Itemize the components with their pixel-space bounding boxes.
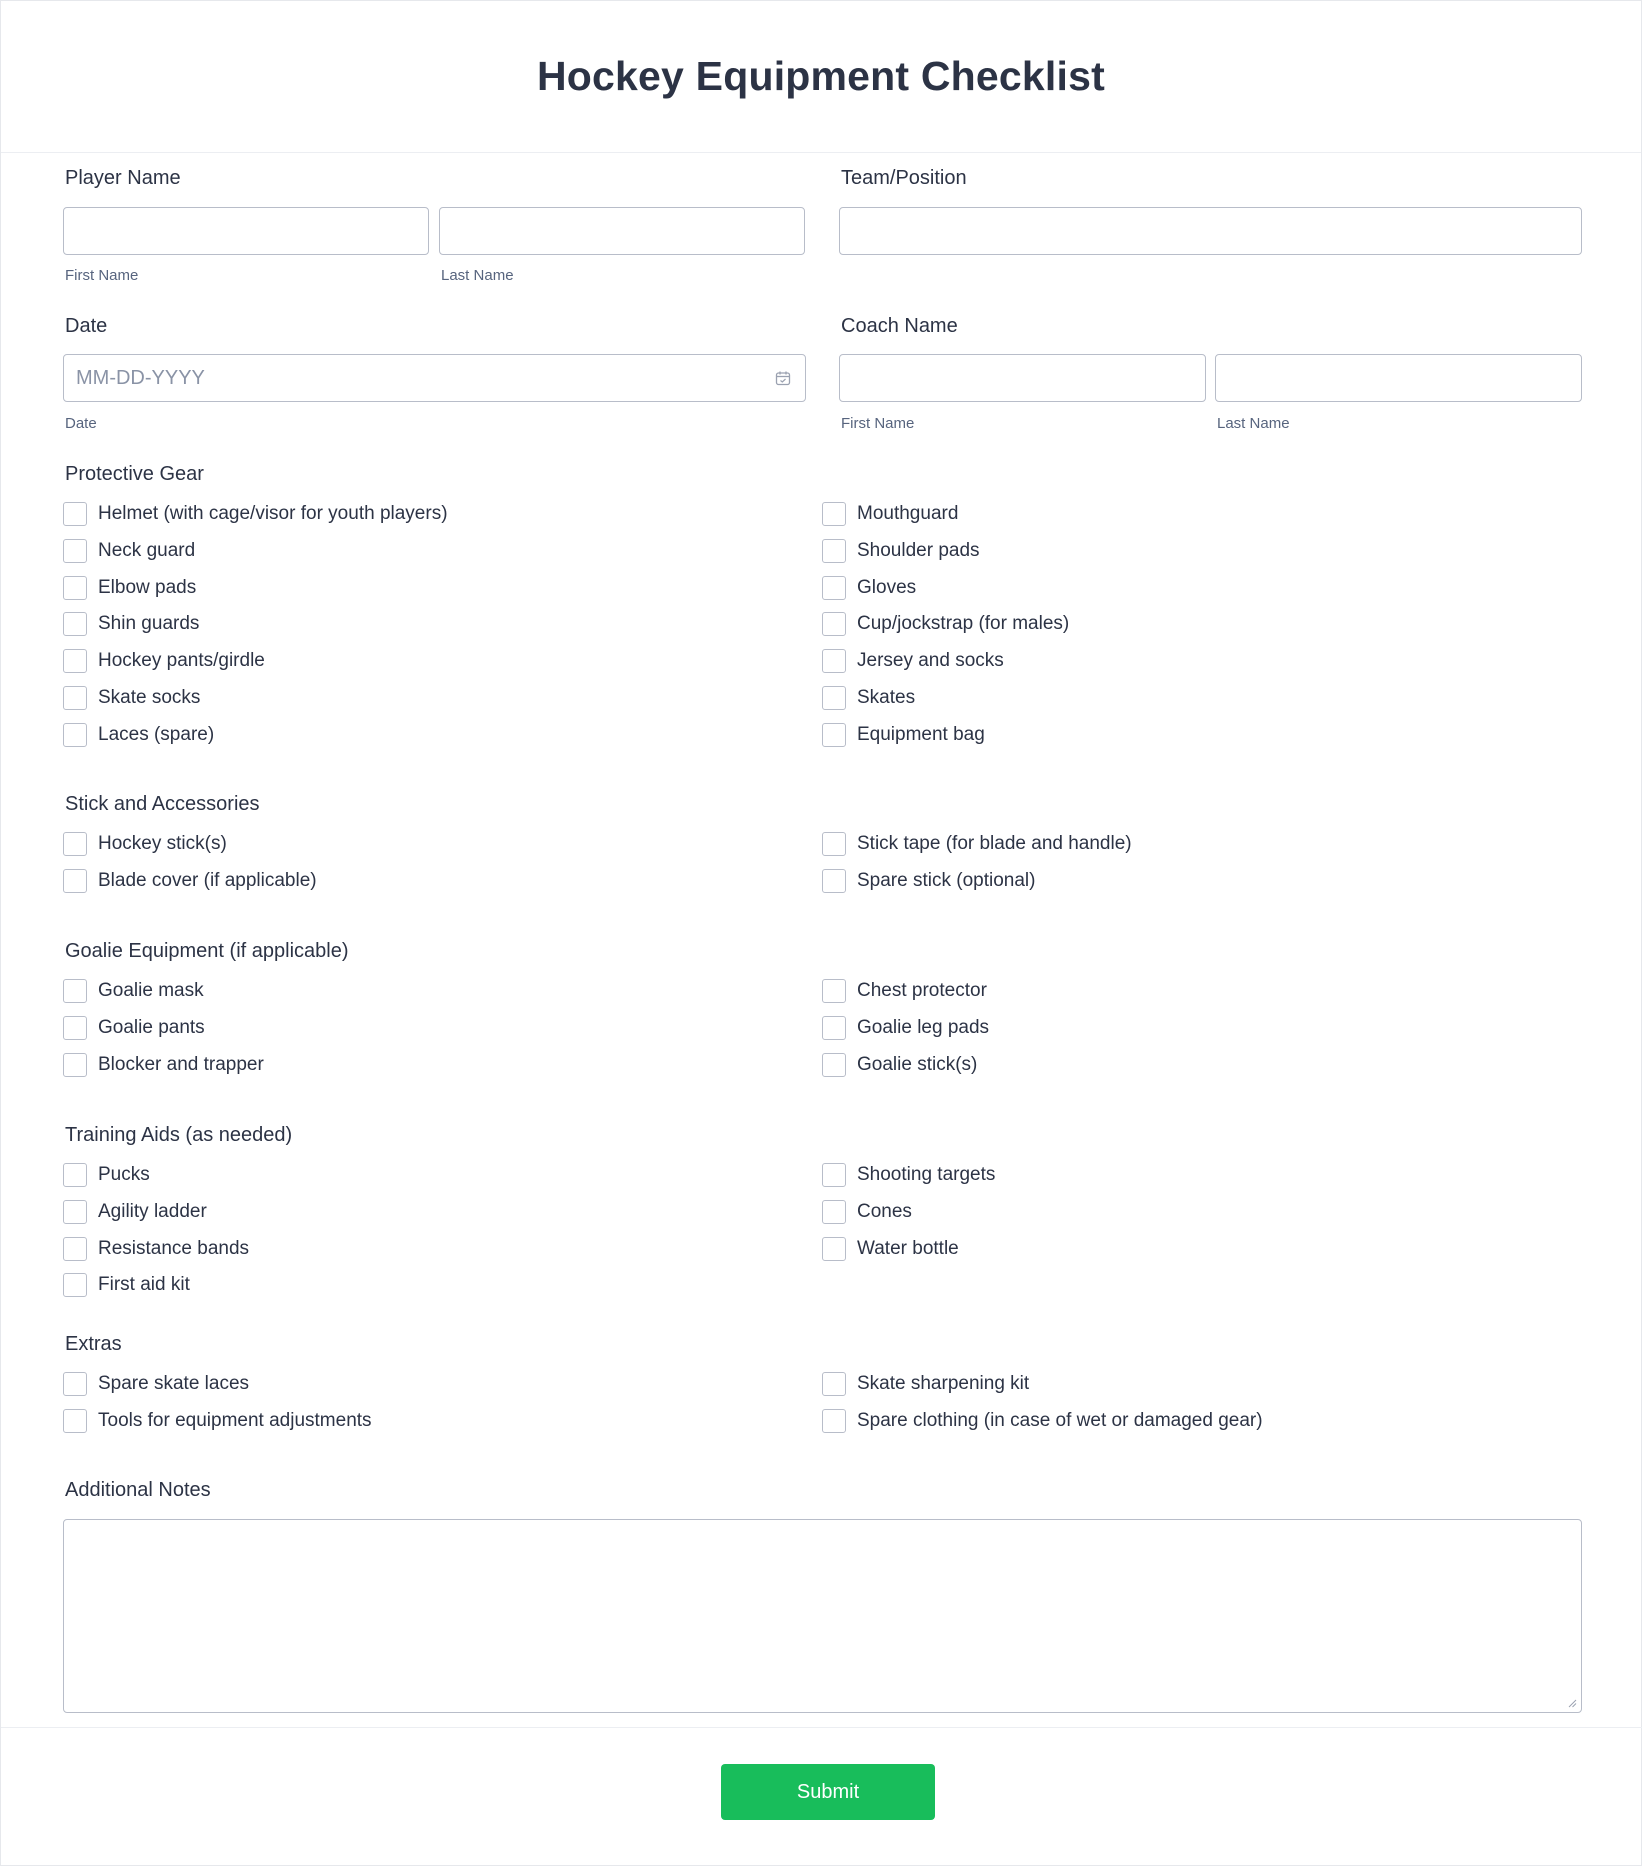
checkbox[interactable] bbox=[822, 502, 846, 526]
checklist-item-label: Laces (spare) bbox=[98, 724, 215, 745]
checklist-item-label: Helmet (with cage/visor for youth players) bbox=[98, 503, 448, 524]
checkbox[interactable] bbox=[822, 576, 846, 600]
submit-button[interactable]: Submit bbox=[721, 1764, 935, 1820]
checklist-item[interactable] bbox=[822, 576, 916, 600]
section-title: Extras bbox=[65, 1333, 122, 1355]
checklist-item-label: Hockey stick(s) bbox=[98, 833, 227, 854]
checkbox[interactable] bbox=[822, 1163, 846, 1187]
checklist-item-label: Shooting targets bbox=[857, 1164, 996, 1185]
checkbox[interactable] bbox=[822, 979, 846, 1003]
checkbox[interactable] bbox=[63, 1053, 87, 1077]
checklist-item[interactable] bbox=[822, 1200, 912, 1224]
checklist-item[interactable] bbox=[63, 686, 200, 710]
checklist-item[interactable] bbox=[822, 1409, 1263, 1433]
checkbox[interactable] bbox=[63, 979, 87, 1003]
checklist-item[interactable] bbox=[822, 869, 1035, 893]
checkbox[interactable] bbox=[822, 1409, 846, 1433]
checklist-item[interactable] bbox=[822, 1016, 989, 1040]
checklist-item-label: Water bottle bbox=[857, 1238, 959, 1259]
checklist-item[interactable] bbox=[822, 612, 1069, 636]
checklist-item-label: Hockey pants/girdle bbox=[98, 650, 265, 671]
checkbox[interactable] bbox=[822, 649, 846, 673]
checkbox[interactable] bbox=[822, 832, 846, 856]
player-first-name-sublabel: First Name bbox=[65, 267, 139, 284]
checkbox[interactable] bbox=[822, 539, 846, 563]
coach-first-name-input[interactable] bbox=[839, 354, 1206, 402]
checkbox[interactable] bbox=[63, 1273, 87, 1297]
checklist-item-label: Goalie pants bbox=[98, 1017, 205, 1038]
player-last-name-sublabel: Last Name bbox=[441, 267, 514, 284]
checkbox[interactable] bbox=[63, 832, 87, 856]
section-title: Stick and Accessories bbox=[65, 793, 260, 815]
checklist-item[interactable] bbox=[63, 832, 227, 856]
checklist-item-label: Blocker and trapper bbox=[98, 1054, 264, 1075]
additional-notes-textarea[interactable] bbox=[63, 1519, 1582, 1713]
checklist-item[interactable] bbox=[822, 539, 980, 563]
checkbox[interactable] bbox=[63, 1016, 87, 1040]
team-position-input[interactable] bbox=[839, 207, 1582, 255]
checklist-item[interactable] bbox=[63, 502, 448, 526]
section-title: Training Aids (as needed) bbox=[65, 1124, 293, 1146]
checklist-item-label: Cones bbox=[857, 1201, 912, 1222]
date-sublabel: Date bbox=[65, 415, 97, 432]
checklist-item-label: Blade cover (if applicable) bbox=[98, 870, 317, 891]
checklist-item-label: Elbow pads bbox=[98, 577, 197, 598]
checkbox[interactable] bbox=[63, 869, 87, 893]
player-first-name-input[interactable] bbox=[63, 207, 429, 255]
checklist-item-label: Spare stick (optional) bbox=[857, 870, 1036, 891]
coach-first-name-sublabel: First Name bbox=[841, 415, 915, 432]
checklist-item-label: Stick tape (for blade and handle) bbox=[857, 833, 1132, 854]
checklist-item[interactable] bbox=[63, 1016, 205, 1040]
checklist-item[interactable] bbox=[63, 649, 265, 673]
form-title: Hockey Equipment Checklist bbox=[537, 53, 1105, 99]
date-label: Date bbox=[65, 315, 108, 337]
checklist-item[interactable] bbox=[822, 649, 1004, 673]
player-name-label: Player Name bbox=[65, 167, 181, 189]
checklist-item[interactable] bbox=[822, 979, 987, 1003]
checkbox[interactable] bbox=[63, 1409, 87, 1433]
checklist-item-label: Spare skate laces bbox=[98, 1373, 250, 1394]
checklist-item[interactable] bbox=[822, 723, 985, 747]
coach-last-name-input[interactable] bbox=[1215, 354, 1582, 402]
checklist-item[interactable] bbox=[63, 1200, 207, 1224]
checklist-item[interactable] bbox=[822, 1237, 959, 1261]
checklist-item-label: Resistance bands bbox=[98, 1238, 250, 1259]
checkbox[interactable] bbox=[822, 1237, 846, 1261]
checklist-item-label: Pucks bbox=[98, 1164, 150, 1185]
checklist-item-label: Gloves bbox=[857, 577, 917, 598]
checklist-item-label: Spare clothing (in case of wet or damaged gear) bbox=[857, 1410, 1263, 1431]
checklist-item-label: First aid kit bbox=[98, 1274, 190, 1295]
checkbox[interactable] bbox=[63, 1163, 87, 1187]
form-header bbox=[1, 1, 1641, 153]
coach-last-name-sublabel: Last Name bbox=[1217, 415, 1290, 432]
checklist-item[interactable] bbox=[63, 576, 196, 600]
checkbox[interactable] bbox=[822, 869, 846, 893]
checkbox[interactable] bbox=[63, 723, 87, 747]
coach-name-label: Coach Name bbox=[841, 315, 958, 337]
checkbox[interactable] bbox=[63, 1372, 87, 1396]
checkbox[interactable] bbox=[63, 539, 87, 563]
date-field bbox=[63, 354, 806, 402]
checkbox[interactable] bbox=[822, 1372, 846, 1396]
checklist-item[interactable] bbox=[63, 1163, 150, 1187]
team-position-label: Team/Position bbox=[841, 167, 967, 189]
footer-divider bbox=[1, 1727, 1642, 1728]
checkbox[interactable] bbox=[63, 649, 87, 673]
checklist-item[interactable] bbox=[63, 539, 195, 563]
checkbox[interactable] bbox=[822, 686, 846, 710]
checkbox[interactable] bbox=[63, 1200, 87, 1224]
checklist-item-label: Skates bbox=[857, 687, 916, 708]
checkbox[interactable] bbox=[822, 1016, 846, 1040]
checkbox[interactable] bbox=[63, 612, 87, 636]
player-last-name-input[interactable] bbox=[439, 207, 805, 255]
checklist-item[interactable] bbox=[822, 1053, 977, 1077]
date-input[interactable] bbox=[63, 354, 806, 402]
checklist-item-label: Shoulder pads bbox=[857, 540, 980, 561]
checkbox[interactable] bbox=[63, 576, 87, 600]
section-title: Protective Gear bbox=[65, 463, 204, 485]
checklist-item[interactable] bbox=[63, 723, 214, 747]
checklist-item[interactable] bbox=[63, 1372, 249, 1396]
checklist-item-label: Goalie leg pads bbox=[857, 1017, 990, 1038]
additional-notes-label: Additional Notes bbox=[65, 1479, 211, 1501]
checklist-item-label: Jersey and socks bbox=[857, 650, 1004, 671]
checkbox[interactable] bbox=[822, 723, 846, 747]
checklist-item[interactable] bbox=[63, 612, 199, 636]
checklist-item-label: Goalie stick(s) bbox=[857, 1054, 978, 1075]
checklist-item[interactable] bbox=[822, 502, 958, 526]
calendar-icon[interactable] bbox=[775, 370, 791, 386]
checkbox[interactable] bbox=[63, 1237, 87, 1261]
checklist-item[interactable] bbox=[822, 832, 1132, 856]
checklist-item-label: Cup/jockstrap (for males) bbox=[857, 613, 1070, 634]
checklist-item-label: Shin guards bbox=[98, 613, 200, 634]
checklist-item-label: Tools for equipment adjustments bbox=[98, 1410, 372, 1431]
checkbox[interactable] bbox=[822, 612, 846, 636]
checklist-item-label: Goalie mask bbox=[98, 980, 204, 1001]
checkbox[interactable] bbox=[63, 502, 87, 526]
section-title: Goalie Equipment (if applicable) bbox=[65, 940, 349, 962]
checklist-item[interactable] bbox=[822, 686, 915, 710]
checklist-item-label: Agility ladder bbox=[98, 1201, 207, 1222]
checklist-item[interactable] bbox=[63, 1237, 249, 1261]
checklist-item-label: Skate sharpening kit bbox=[857, 1373, 1030, 1394]
checklist-item-label: Chest protector bbox=[857, 980, 987, 1001]
checkbox[interactable] bbox=[822, 1200, 846, 1224]
checklist-item-label: Neck guard bbox=[98, 540, 196, 561]
checklist-item[interactable] bbox=[63, 1409, 372, 1433]
checkbox[interactable] bbox=[63, 686, 87, 710]
checklist-item[interactable] bbox=[822, 1163, 995, 1187]
checklist-item[interactable] bbox=[63, 869, 317, 893]
checklist-item[interactable] bbox=[63, 979, 204, 1003]
checklist-item[interactable] bbox=[63, 1053, 264, 1077]
checklist-item-label: Skate socks bbox=[98, 687, 201, 708]
checklist-item[interactable] bbox=[63, 1273, 190, 1297]
checklist-item-label: Equipment bag bbox=[857, 724, 985, 745]
checklist-item-label: Mouthguard bbox=[857, 503, 959, 524]
checkbox[interactable] bbox=[822, 1053, 846, 1077]
checklist-item[interactable] bbox=[822, 1372, 1029, 1396]
resize-grip-icon[interactable] bbox=[1567, 1698, 1577, 1708]
